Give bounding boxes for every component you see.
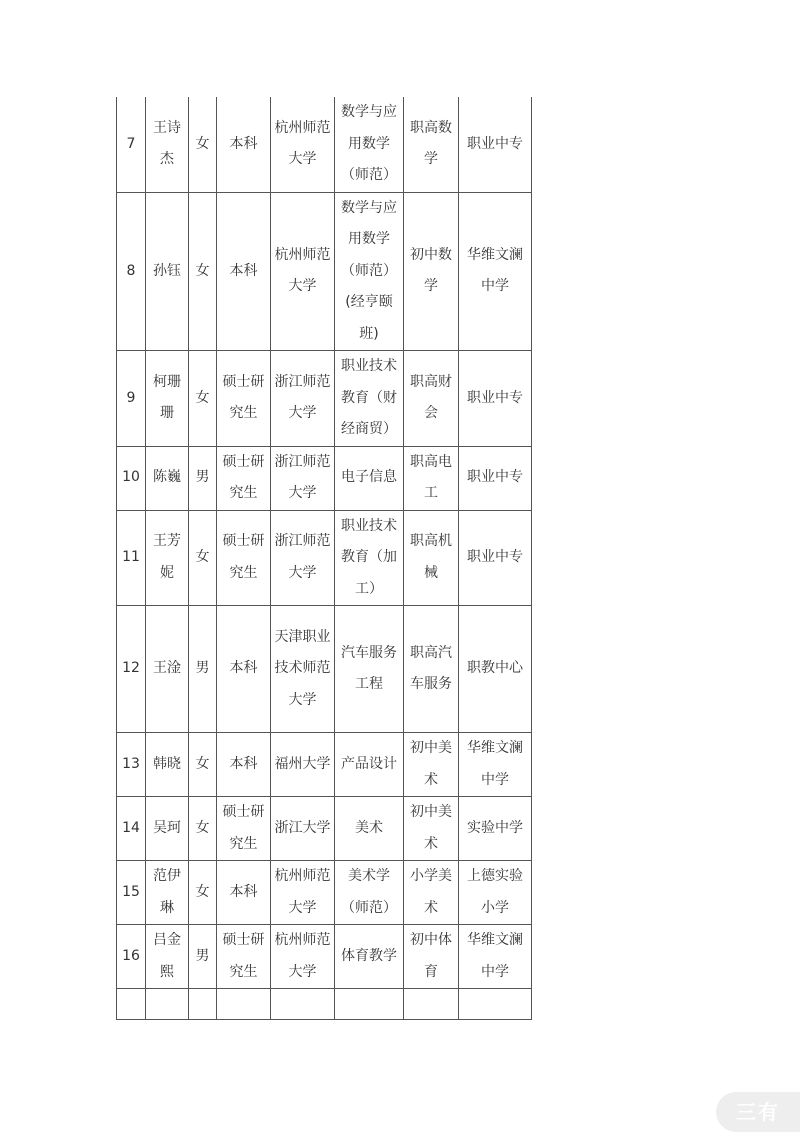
cell-name: 王诗杰 xyxy=(146,97,189,192)
cell-major: 职业技术教育（加工） xyxy=(335,510,404,606)
cell-gender: 女 xyxy=(189,510,217,606)
cell-major: 美术学（师范） xyxy=(335,861,404,925)
cell-school: 杭州师范大学 xyxy=(271,97,335,192)
cell-major: 电子信息 xyxy=(335,446,404,510)
cell-major: 美术 xyxy=(335,797,404,861)
cell-unit: 职业中专 xyxy=(459,510,532,606)
cell-post: 职高电工 xyxy=(404,446,459,510)
cell-gender: 男 xyxy=(189,606,217,733)
cell-unit: 实验中学 xyxy=(459,797,532,861)
cell-number: 7 xyxy=(117,97,146,192)
cell-degree: 本科 xyxy=(217,733,271,797)
cell-unit: 华维文澜中学 xyxy=(459,925,532,989)
cell-number: 9 xyxy=(117,351,146,447)
cell-name: 韩晓 xyxy=(146,733,189,797)
cell-number: 13 xyxy=(117,733,146,797)
cell-number: 10 xyxy=(117,446,146,510)
cell-post: 初中体育 xyxy=(404,925,459,989)
cell-gender: 男 xyxy=(189,446,217,510)
cell-number: 16 xyxy=(117,925,146,989)
cell-unit: 职业中专 xyxy=(459,446,532,510)
recruitment-table xyxy=(116,97,532,1020)
table-row xyxy=(117,797,532,861)
cell-school: 天津职业技术师范大学 xyxy=(271,606,335,733)
cell-unit: 职业中专 xyxy=(459,351,532,447)
cell-post: 初中美术 xyxy=(404,733,459,797)
table-row xyxy=(117,510,532,606)
cell-major: 职业技术教育（财经商贸） xyxy=(335,351,404,447)
cell-gender xyxy=(189,989,217,1020)
cell-school: 杭州师范大学 xyxy=(271,861,335,925)
table-row-empty xyxy=(117,989,532,1020)
cell-name: 吕金熙 xyxy=(146,925,189,989)
cell-degree: 本科 xyxy=(217,861,271,925)
table-row xyxy=(117,733,532,797)
cell-post: 初中美术 xyxy=(404,797,459,861)
cell-degree: 本科 xyxy=(217,97,271,192)
cell-unit: 上德实验小学 xyxy=(459,861,532,925)
cell-name: 范伊琳 xyxy=(146,861,189,925)
cell-degree xyxy=(217,989,271,1020)
cell-school: 杭州师范大学 xyxy=(271,925,335,989)
cell-major: 数学与应用数学（师范） xyxy=(335,97,404,192)
cell-number: 12 xyxy=(117,606,146,733)
cell-number: 14 xyxy=(117,797,146,861)
table-row xyxy=(117,351,532,447)
cell-name: 王芳妮 xyxy=(146,510,189,606)
cell-post: 职高数学 xyxy=(404,97,459,192)
cell-post: 职高机械 xyxy=(404,510,459,606)
table-row xyxy=(117,861,532,925)
cell-school: 杭州师范大学 xyxy=(271,192,335,351)
cell-degree: 硕士研究生 xyxy=(217,446,271,510)
cell-gender: 女 xyxy=(189,351,217,447)
table-row xyxy=(117,606,532,733)
cell-major: 数学与应用数学（师范）(经亨颐班) xyxy=(335,192,404,351)
cell-post: 小学美术 xyxy=(404,861,459,925)
cell-gender: 女 xyxy=(189,97,217,192)
cell-post: 职高财会 xyxy=(404,351,459,447)
cell-school: 浙江师范大学 xyxy=(271,351,335,447)
cell-post: 职高汽车服务 xyxy=(404,606,459,733)
cell-name xyxy=(146,989,189,1020)
cell-gender: 男 xyxy=(189,925,217,989)
cell-name: 孙钰 xyxy=(146,192,189,351)
cell-degree: 硕士研究生 xyxy=(217,351,271,447)
cell-post: 初中数学 xyxy=(404,192,459,351)
cell-unit: 华维文澜中学 xyxy=(459,733,532,797)
cell-degree: 本科 xyxy=(217,192,271,351)
cell-gender: 女 xyxy=(189,733,217,797)
cell-gender: 女 xyxy=(189,797,217,861)
cell-major: 产品设计 xyxy=(335,733,404,797)
cell-number xyxy=(117,989,146,1020)
cell-unit: 职业中专 xyxy=(459,97,532,192)
cell-degree: 硕士研究生 xyxy=(217,510,271,606)
cell-name: 王淦 xyxy=(146,606,189,733)
cell-degree: 硕士研究生 xyxy=(217,797,271,861)
cell-name: 吴珂 xyxy=(146,797,189,861)
table-row xyxy=(117,446,532,510)
cell-unit: 职教中心 xyxy=(459,606,532,733)
cell-number: 8 xyxy=(117,192,146,351)
cell-gender: 女 xyxy=(189,192,217,351)
cell-school: 浙江师范大学 xyxy=(271,446,335,510)
cell-number: 15 xyxy=(117,861,146,925)
cell-unit: 华维文澜中学 xyxy=(459,192,532,351)
cell-number: 11 xyxy=(117,510,146,606)
cell-degree: 硕士研究生 xyxy=(217,925,271,989)
cell-school: 福州大学 xyxy=(271,733,335,797)
cell-school: 浙江大学 xyxy=(271,797,335,861)
cell-name: 柯珊珊 xyxy=(146,351,189,447)
cell-major xyxy=(335,989,404,1020)
cell-school: 浙江师范大学 xyxy=(271,510,335,606)
cell-name: 陈巍 xyxy=(146,446,189,510)
cell-gender: 女 xyxy=(189,861,217,925)
cell-post xyxy=(404,989,459,1020)
watermark-logo: 三有 xyxy=(716,1092,800,1132)
table-row xyxy=(117,925,532,989)
cell-major: 体育教学 xyxy=(335,925,404,989)
cell-school xyxy=(271,989,335,1020)
table-row xyxy=(117,97,532,192)
cell-unit xyxy=(459,989,532,1020)
table-row xyxy=(117,192,532,351)
cell-major: 汽车服务工程 xyxy=(335,606,404,733)
cell-degree: 本科 xyxy=(217,606,271,733)
